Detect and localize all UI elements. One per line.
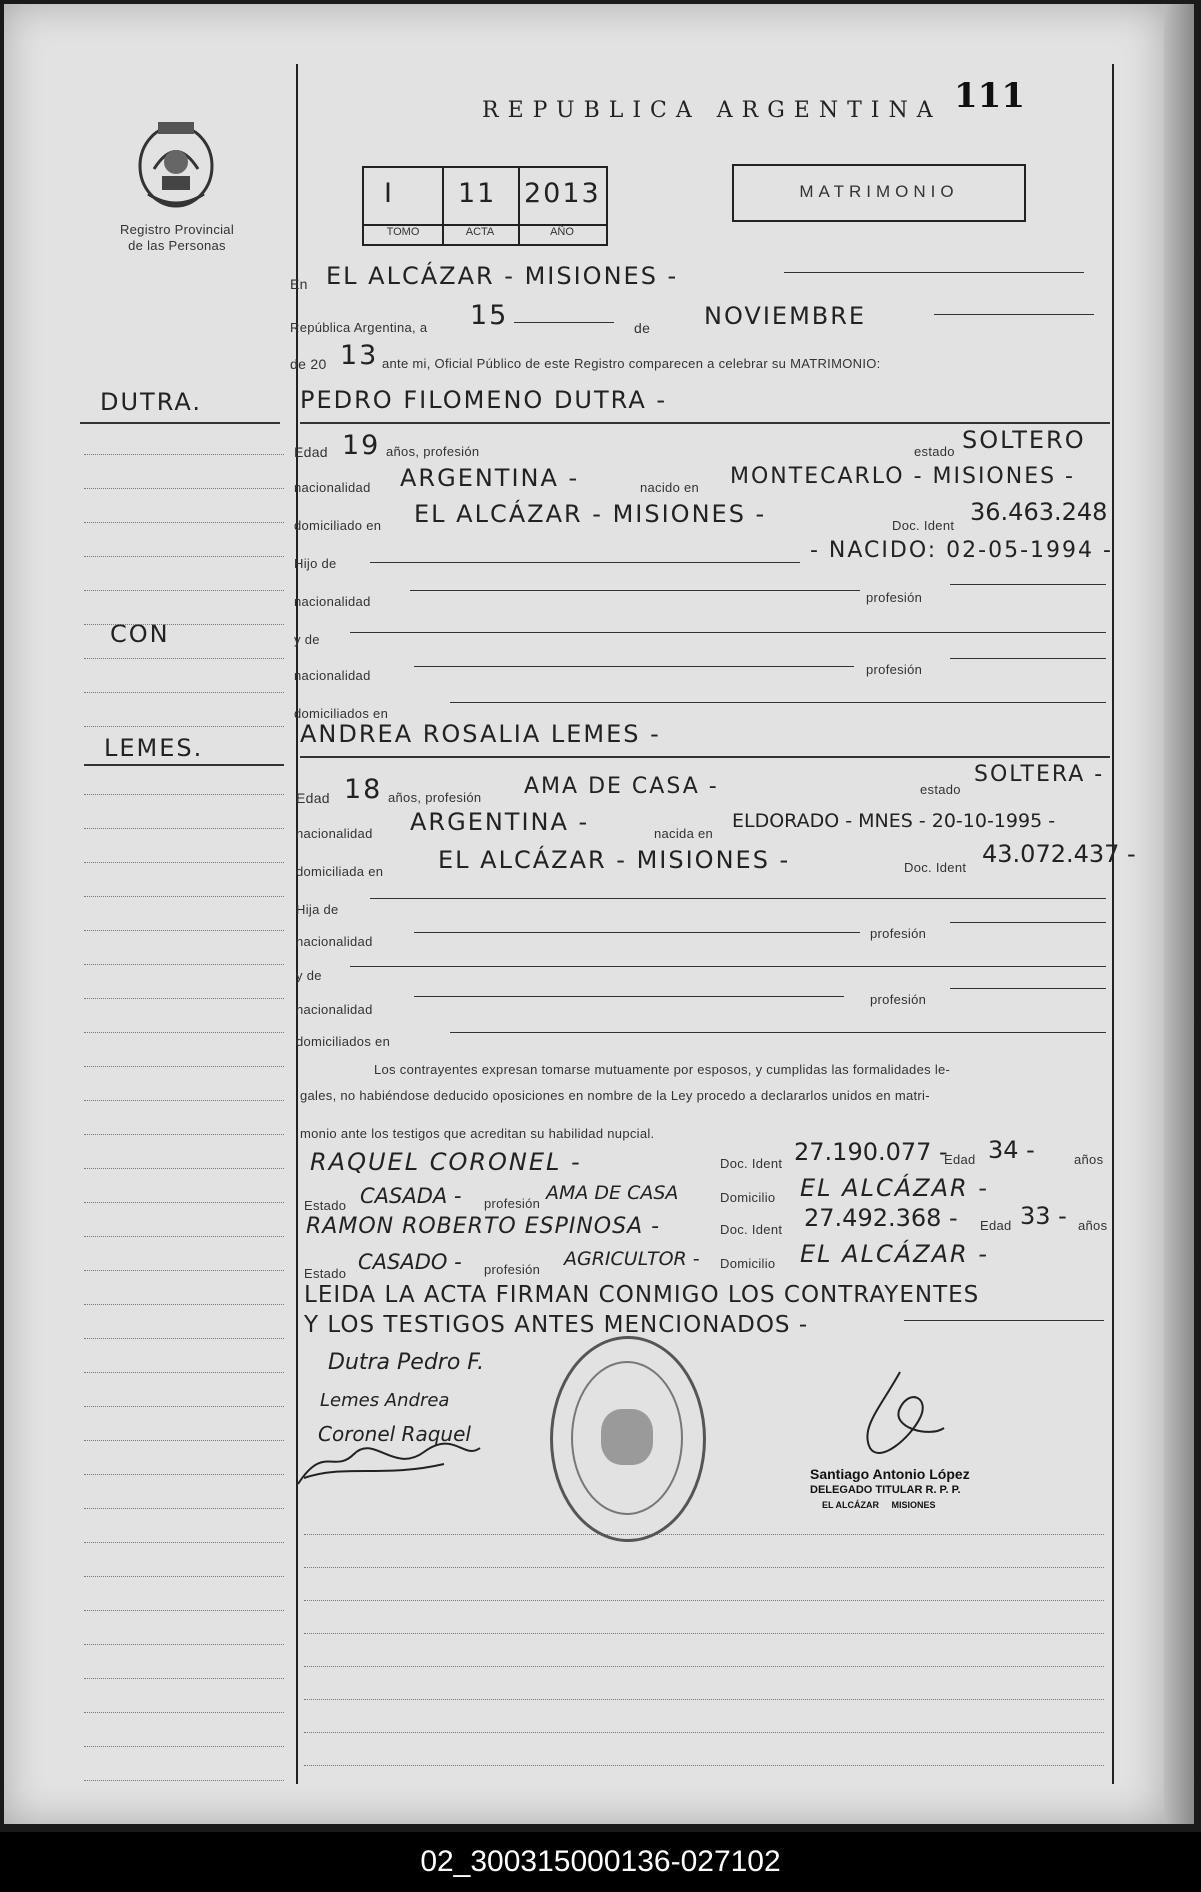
acta-value: 11 [458,178,497,209]
ruled-line [84,1372,284,1373]
bride-profesion: AMA DE CASA - [524,774,719,799]
bride-estado: SOLTERA - [974,762,1105,787]
official-title: DELEGADO TITULAR R. P. P. [810,1484,961,1496]
witness-2-domicilio: EL ALCÁZAR - [800,1240,989,1268]
document-type-box [732,164,1026,222]
bride-estado-label: estado [920,782,961,797]
groom-domiciliados-label: domiciliados en [294,706,389,721]
tomo-label: TOMO [386,226,420,238]
official-name: Santiago Antonio López [810,1466,970,1482]
ruled-line [84,692,284,693]
groom-doc-label: Doc. Ident [892,518,955,533]
ruled-line [84,1032,284,1033]
ruled-line [304,1765,1104,1766]
ruled-line [84,726,284,727]
ruled-line [84,1576,284,1577]
ruled-line [84,1542,284,1543]
document-id-footer: 02_300315000136-027102 [0,1832,1201,1892]
place-value: EL ALCÁZAR - MISIONES - [326,262,679,290]
bride-anios-profesion-label: años, profesión [388,790,482,805]
coat-of-arms-icon [134,114,218,214]
bride-nacionalidad: ARGENTINA - [410,808,590,836]
bride-nacionalidad-label: nacionalidad [296,826,373,841]
groom-estado: SOLTERO [962,426,1086,454]
document-type: MATRIMONIO [799,182,959,201]
signature-scribble-icon [294,1434,484,1490]
ruled-line [84,964,284,965]
bride-nacida-label: nacida en [654,826,714,841]
ruled-line [304,1567,1104,1568]
bride-domiciliada-label: domiciliada en [296,864,384,879]
groom-nacimiento: - NACIDO: 02-05-1994 - [810,538,1113,563]
tomo-acta-box [362,166,608,246]
ruled-line [84,1440,284,1441]
ruled-line [84,1508,284,1509]
groom-nacionalidad: ARGENTINA - [400,464,580,492]
ruled-line [84,998,284,999]
groom-name: PEDRO FILOMENO DUTRA - [300,386,668,414]
witness-2-domicilio-label: Domicilio [720,1256,776,1271]
witness-2-name: RAMON ROBERTO ESPINOSA - [306,1214,661,1239]
ruled-line [84,1644,284,1645]
declaration-line-2: gales, no habiéndose deducido oposiciones en nombre de la Ley procedo a declararlos unidos en matri- [300,1088,930,1103]
groom-father-profesion-label: profesión [866,590,923,605]
registry-name: Registro Provincial de las Personas [119,222,235,253]
signature-witness: Coronel Raquel [318,1422,471,1446]
year-prefix: de 20 [290,356,327,372]
ruled-line [84,590,284,591]
anio-value: 2013 [524,178,601,209]
witness-2-doc-label: Doc. Ident [720,1222,783,1237]
ruled-line [84,658,284,659]
groom-estado-label: estado [914,444,955,459]
country-title: REPUBLICA ARGENTINA [482,98,942,123]
page-number: 111 [954,76,1025,116]
groom-mother-profesion-label: profesión [866,662,923,677]
groom-nacido-label: nacido en [640,480,700,495]
signature-groom: Dutra Pedro F. [328,1350,485,1375]
witness-2-profesion-label: profesión [484,1262,541,1277]
groom-age: 19 [342,430,381,461]
witness-2-age: 33 - [1020,1202,1067,1230]
ruled-line [84,1780,284,1781]
witness-2-profesion: AGRICULTOR - [564,1248,700,1270]
ruled-line [84,1304,284,1305]
groom-y-de-label: y de [294,632,320,647]
acta-label: ACTA [465,226,495,238]
page-edge [1164,4,1194,1824]
declaration-line-3: monio ante los testigos que acreditan su habilidad nupcial. [300,1126,655,1141]
declaration-line-1: Los contrayentes expresan tomarse mutuamente por esposos, y cumplidas las formalidades le- [374,1062,951,1077]
ruled-line [84,862,284,863]
anio-label: AÑO [550,226,574,238]
bride-age: 18 [344,774,383,805]
bride-edad-label: Edad [296,790,330,806]
groom-doc: 36.463.248 [970,498,1108,526]
ruled-line [84,1678,284,1679]
witness-1-age: 34 - [988,1136,1035,1164]
bride-domicilio: EL ALCÁZAR - MISIONES - [438,846,791,874]
witness-2-doc: 27.492.368 - [804,1204,958,1232]
bride-y-de-label: y de [296,968,322,983]
tomo-value: I [384,178,394,209]
signature-bride: Lemes Andrea [320,1390,450,1411]
register-page [4,4,1164,1824]
witness-1-estado: CASADA - [360,1184,462,1208]
de-label: de [634,320,651,336]
ruled-line [84,896,284,897]
witness-2-anios-label: años [1078,1218,1108,1233]
ruled-line [84,1610,284,1611]
witness-1-domicilio: EL ALCÁZAR - [800,1174,989,1202]
ruled-line [84,930,284,931]
witness-1-doc-label: Doc. Ident [720,1156,783,1171]
groom-domicilio: EL ALCÁZAR - MISIONES - [414,500,767,528]
ruled-line [304,1633,1104,1634]
month-value: NOVIEMBRE [704,302,867,330]
bride-nacida: ELDORADO - MNES - 20-10-1995 - [732,810,1056,832]
bride-mother-profesion-label: profesión [870,992,927,1007]
witness-2-estado: CASADO - [358,1250,462,1274]
official-signature-icon [840,1368,950,1468]
ruled-line [304,1600,1104,1601]
ruled-line [84,1338,284,1339]
closing-line-2: Y LOS TESTIGOS ANTES MENCIONADOS - [304,1312,809,1338]
ruled-line [84,1406,284,1407]
witness-2-edad-label: Edad [980,1218,1012,1233]
groom-father-nacionalidad-label: nacionalidad [294,594,371,609]
witness-1-doc: 27.190.077 - [794,1138,948,1166]
groom-edad-label: Edad [294,444,328,460]
groom-domiciliado-label: domiciliado en [294,518,382,533]
bride-hija-label: Hija de [296,902,339,917]
witness-2-estado-label: Estado [304,1266,347,1281]
witness-1-profesion: AMA DE CASA [546,1182,679,1204]
bride-father-nacionalidad-label: nacionalidad [296,934,373,949]
ruled-line [84,1746,284,1747]
ruled-line [84,1100,284,1101]
bride-mother-nacionalidad-label: nacionalidad [296,1002,373,1017]
groom-nacido: MONTECARLO - MISIONES - [730,464,1075,489]
right-rule [1112,64,1114,1784]
ruled-line [84,454,284,455]
bride-doc: 43.072.437 - [982,840,1136,868]
groom-hijo-label: Hijo de [294,556,337,571]
closing-line-1: LEIDA LA ACTA FIRMAN CONMIGO LOS CONTRAYENTES [304,1282,980,1308]
republica-label: República Argentina, a [290,320,428,335]
witness-1-estado-label: Estado [304,1198,347,1213]
ruled-line [304,1666,1104,1667]
margin-groom-surname: DUTRA. [100,388,203,416]
official-location: EL ALCÁZAR MISIONES [822,1500,936,1510]
ruled-line [84,1066,284,1067]
official-seal-icon [550,1336,706,1542]
ruled-line [84,1474,284,1475]
bride-doc-label: Doc. Ident [904,860,967,875]
ruled-line [84,522,284,523]
margin-con: CON [110,620,170,648]
witness-1-domicilio-label: Domicilio [720,1190,776,1205]
ruled-line [84,1236,284,1237]
year-suffix: 13 [340,340,379,371]
groom-anios-profesion-label: años, profesión [386,444,480,459]
groom-nacionalidad-label: nacionalidad [294,480,371,495]
ruled-line [84,1168,284,1169]
bride-father-profesion-label: profesión [870,926,927,941]
bride-domiciliados-label: domiciliados en [296,1034,391,1049]
ruled-line [84,556,284,557]
bride-name: ANDREA ROSALIA LEMES - [300,720,661,748]
witness-1-anios-label: años [1074,1152,1104,1167]
ruled-line [304,1699,1104,1700]
day-value: 15 [470,300,509,331]
ruled-line [84,828,284,829]
witness-1-profesion-label: profesión [484,1196,541,1211]
ruled-line [304,1732,1104,1733]
en-label: En [290,276,308,292]
ruled-line [84,1202,284,1203]
witness-1-edad-label: Edad [944,1152,976,1167]
ruled-line [84,1134,284,1135]
ruled-line [304,1534,1104,1535]
ruled-line [84,794,284,795]
ruled-line [84,488,284,489]
witness-1-name: RAQUEL CORONEL - [310,1148,582,1176]
margin-bride-surname: LEMES. [104,734,204,762]
ruled-line [84,1270,284,1271]
ante-text: ante mi, Oficial Público de este Registro comparecen a celebrar su MATRIMONIO: [382,356,881,371]
ruled-line [84,1712,284,1713]
ruled-line [84,624,284,625]
groom-mother-nacionalidad-label: nacionalidad [294,668,371,683]
